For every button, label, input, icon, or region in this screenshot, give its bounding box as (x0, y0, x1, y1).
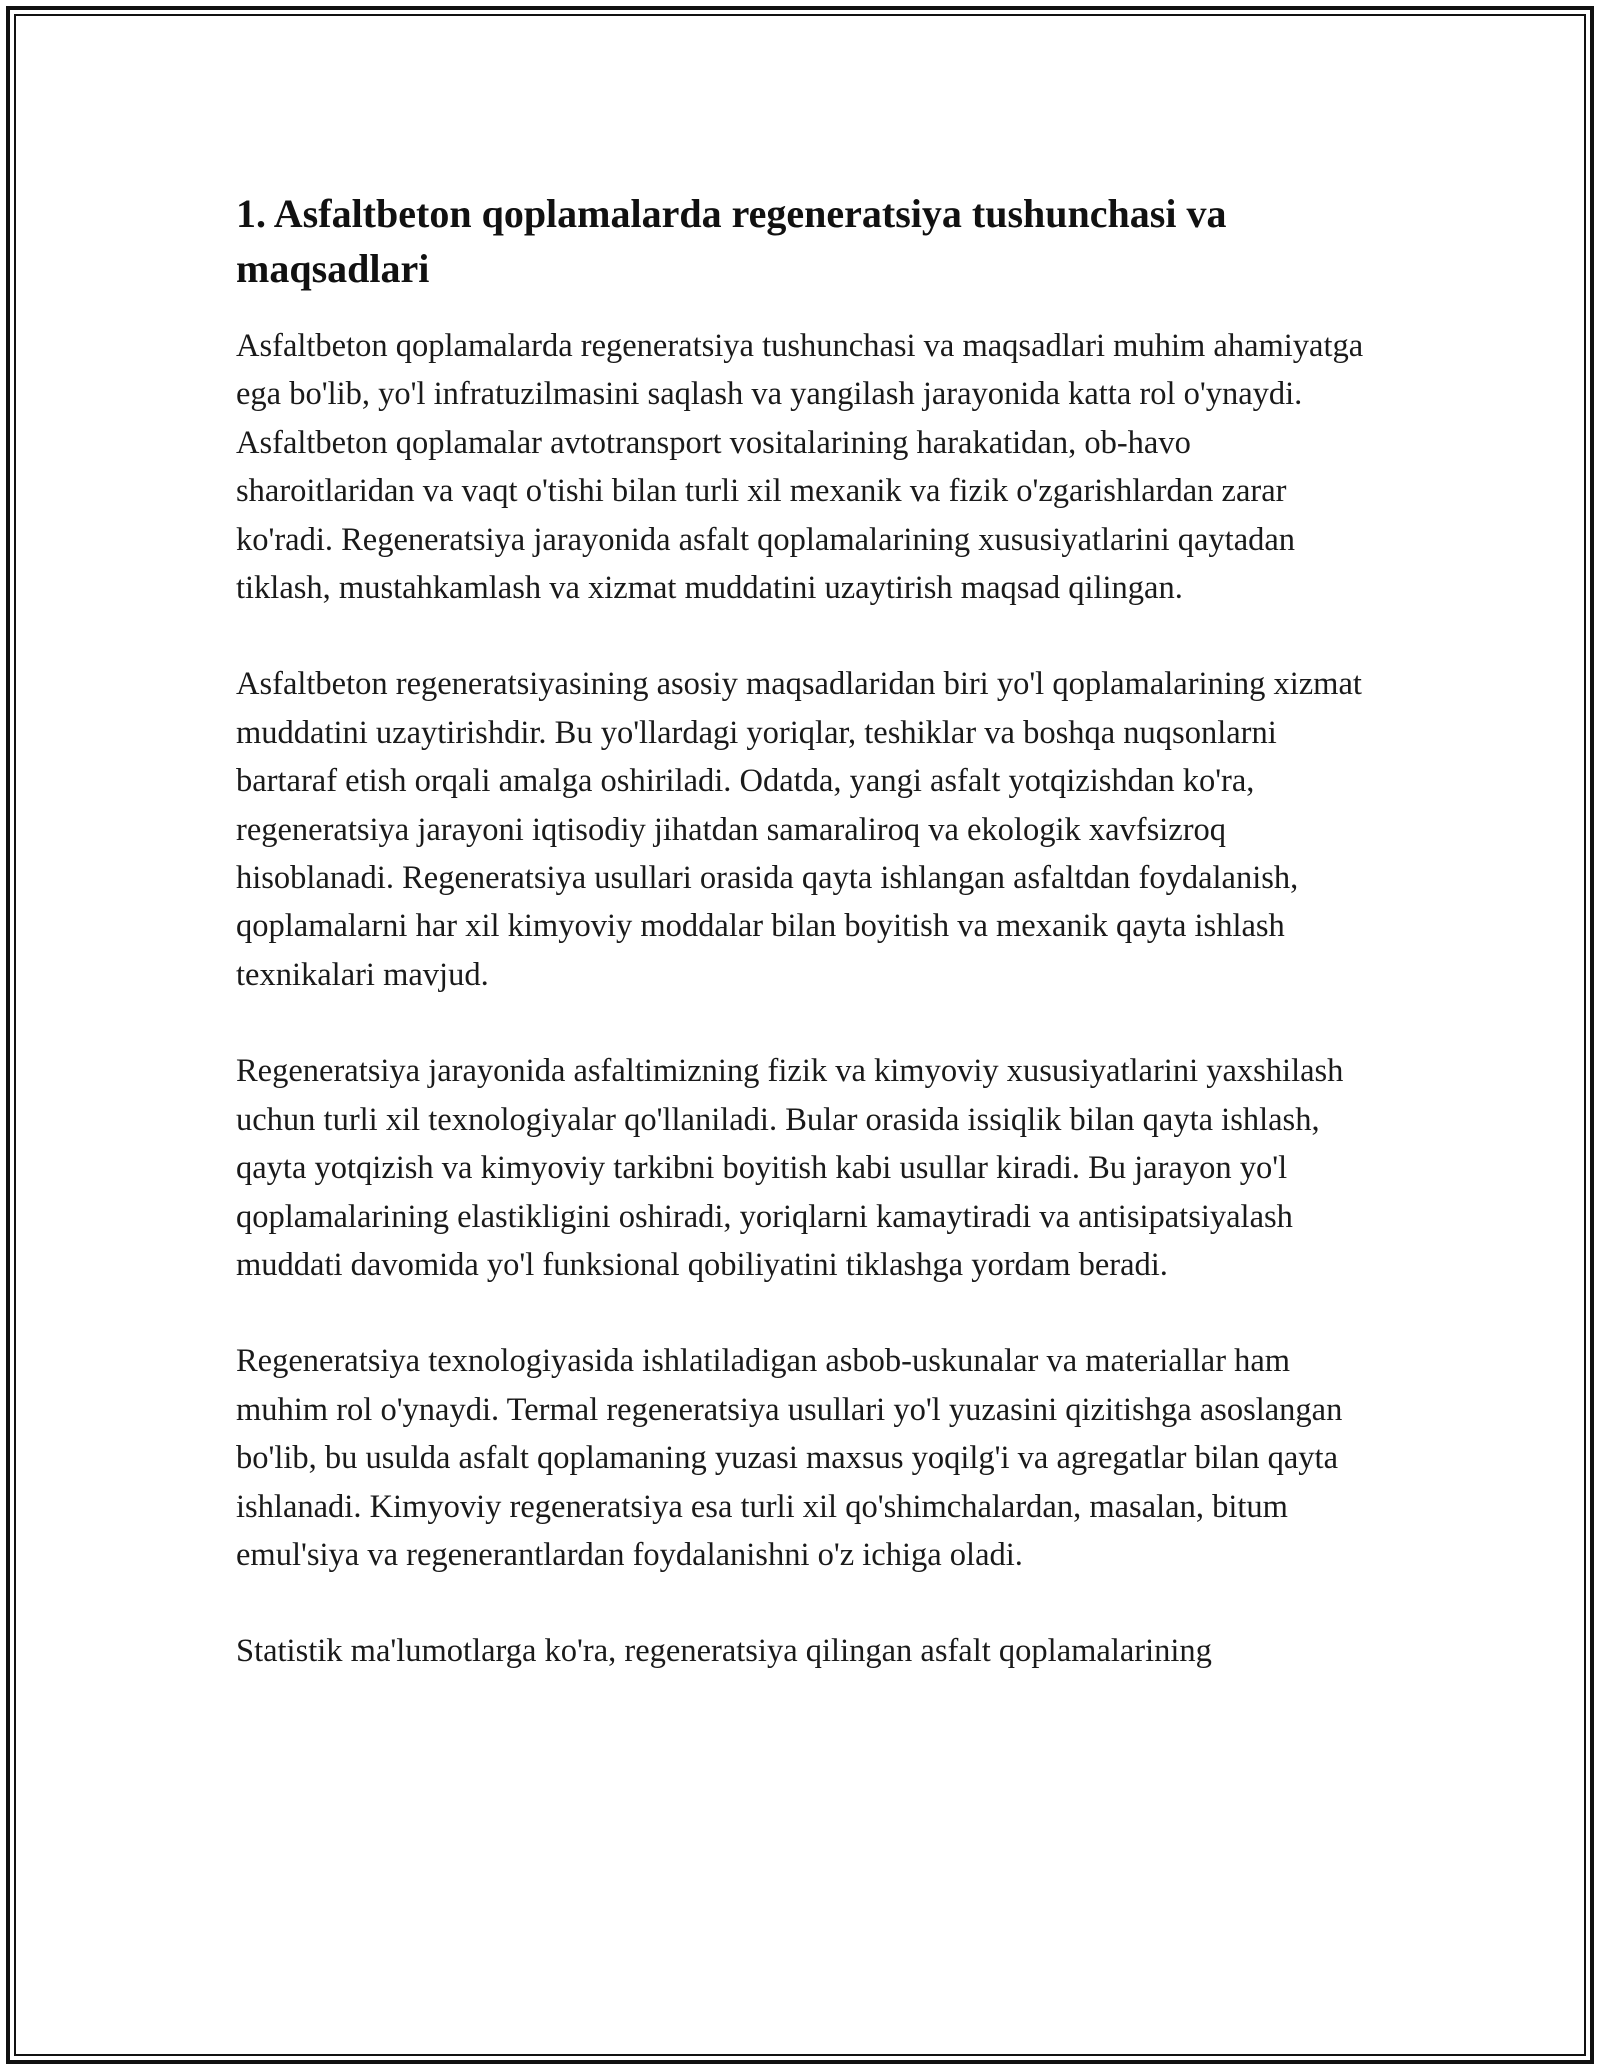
paragraph-5: Statistik ma'lumotlarga ko'ra, regeneratsiya qilingan asfalt qoplamalarining (236, 1633, 1212, 1670)
paragraph-2: Asfaltbeton regeneratsiyasining asosiy maqsadlaridan biri yo'l qoplamalarining xizmat muddatini uzaytirishdir. Bu yo'llardagi yoriqlar, teshiklar va boshqa nuqsonlarni bartaraf etish orqali amalga oshiriladi. Odatda, yangi asfalt yotqizishdan ko'ra, regeneratsiya jarayoni iqtisodiy jihatdan samaraliroq va ekologik xavfsizroq hisoblanadi. Regeneratsiya usullari orasida qayta ishlangan asfaltdan foydalanish, qoplamalarni har xil kimyoviy moddalar bilan boyitish va mexanik qayta ishlash texnikalari mavjud. (236, 666, 1362, 993)
section-heading: 1. Asfaltbeton qoplamalarda regeneratsiya tushunchasi va maqsadlari (236, 191, 1227, 291)
paragraph-3: Regeneratsiya jarayonida asfaltimizning fizik va kimyoviy xususiyatlarini yaxshilash uchun turli xil texnologiyalar qo'llaniladi. Bular orasida issiqlik bilan qayta ishlash, qayta yotqizish va kimyoviy tarkibni boyitish kabi usullar kiradi. Bu jarayon yo'l qoplamalarining elastikligini oshiradi, yoriqlarni kamaytiradi va antisipatsiyalash muddati davomida yo'l funksional qobiliyatini tiklashga yordam beradi. (236, 1053, 1344, 1283)
paragraph-1: Asfaltbeton qoplamalarda regeneratsiya tushunchasi va maqsadlari muhim ahamiyatga ega bo'lib, yo'l infratuzilmasini saqlash va yangilash jarayonida katta rol o'ynaydi. Asfaltbeton qoplamalar avtotransport vositalarining harakatidan, ob-havo sharoitlaridan va vaqt o'tishi bilan turli xil mexanik va fizik o'zgarishlardan zarar ko'radi. Regeneratsiya jarayonida asfalt qoplamalarining xususiyatlarini qaytadan tiklash, mustahkamlash va xizmat muddatini uzaytirish maqsad qilingan. (236, 328, 1364, 607)
document-body (236, 186, 1366, 1724)
paragraph-4: Regeneratsiya texnologiyasida ishlatiladigan asbob-uskunalar va materiallar ham muhim rol o'ynaydi. Termal regeneratsiya usullari yo'l yuzasini qizitishga asoslangan bo'lib, bu usulda asfalt qoplamaning yuzasi maxsus yoqilg'i va agregatlar bilan qayta ishlanadi. Kimyoviy regeneratsiya esa turli xil qo'shimchalardan, masalan, bitum emul'siya va regenerantlardan foydalanishni o'z ichiga oladi. (236, 1343, 1343, 1573)
